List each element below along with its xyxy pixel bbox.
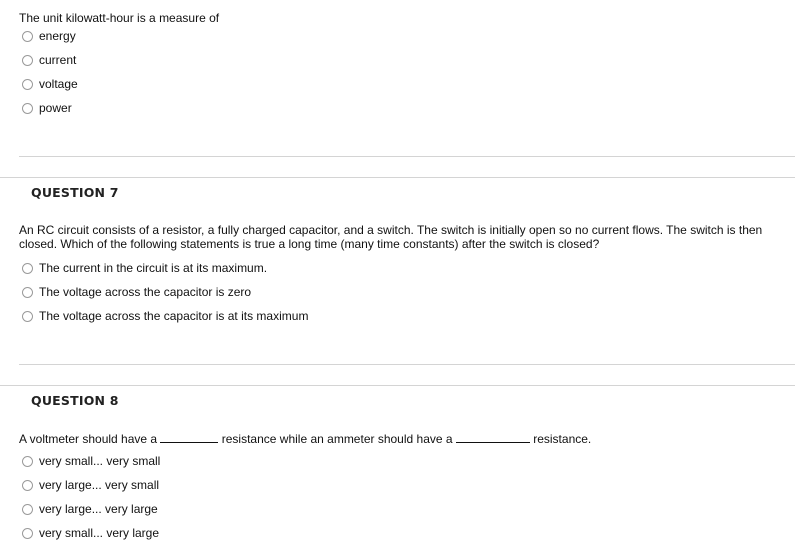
radio-button[interactable] [22, 55, 33, 66]
answer-blank-2 [456, 431, 530, 443]
question-7-prompt: An RC circuit consists of a resistor, a fully charged capacitor, and a switch. The switch is initially open so no current flows. The switch is then closed. Which of the following statements is true a long time (many time constants) after the switch is closed? [19, 223, 763, 251]
question-8-prompt-part-2: resistance while an ammeter should have a [218, 432, 456, 446]
option-label: The current in the circuit is at its maximum. [39, 261, 268, 275]
option-label: The voltage across the capacitor is zero [39, 285, 252, 299]
question-8-top-rule [0, 385, 795, 386]
question-8-option-3[interactable] [22, 502, 158, 516]
question-8-option-2[interactable] [22, 478, 159, 492]
question-7-header: QUESTION 7 [31, 185, 119, 200]
question-6-option-power[interactable] [22, 101, 72, 115]
question-8-prompt-part-1: A voltmeter should have a [19, 432, 161, 446]
question-8-prompt [19, 431, 591, 446]
option-label: current [39, 53, 77, 67]
option-label: voltage [39, 77, 78, 91]
question-6-footer-divider [19, 156, 795, 157]
radio-button[interactable] [22, 504, 33, 515]
question-6-prompt: The unit kilowatt-hour is a measure of [19, 11, 220, 25]
radio-button[interactable] [22, 31, 33, 42]
question-8-option-1[interactable] [22, 454, 160, 468]
question-6-option-voltage[interactable] [22, 77, 78, 91]
question-7-option-1[interactable] [22, 261, 267, 275]
question-7-option-2[interactable] [22, 285, 251, 299]
radio-button[interactable] [22, 480, 33, 491]
option-label: The voltage across the capacitor is at its maximum [39, 309, 309, 323]
option-label: very small... very large [39, 526, 160, 540]
radio-button[interactable] [22, 79, 33, 90]
option-label: very large... very large [39, 502, 158, 516]
question-6-option-current[interactable] [22, 53, 76, 67]
question-6-option-energy[interactable] [22, 29, 76, 43]
question-7-top-rule [0, 177, 795, 178]
answer-blank-1 [160, 431, 218, 443]
question-7-option-3[interactable] [22, 309, 308, 323]
radio-button[interactable] [22, 287, 33, 298]
question-8-option-4[interactable] [22, 526, 159, 540]
radio-button[interactable] [22, 456, 33, 467]
radio-button[interactable] [22, 311, 33, 322]
option-label: very large... very small [39, 478, 160, 492]
question-7-footer-divider [19, 364, 795, 365]
option-label: very small... very small [39, 454, 161, 468]
radio-button[interactable] [22, 103, 33, 114]
option-label: energy [39, 29, 76, 43]
question-8-header: QUESTION 8 [31, 393, 119, 408]
radio-button[interactable] [22, 528, 33, 539]
question-8-prompt-part-3: resistance. [529, 432, 592, 446]
option-label: power [39, 101, 72, 115]
radio-button[interactable] [22, 263, 33, 274]
